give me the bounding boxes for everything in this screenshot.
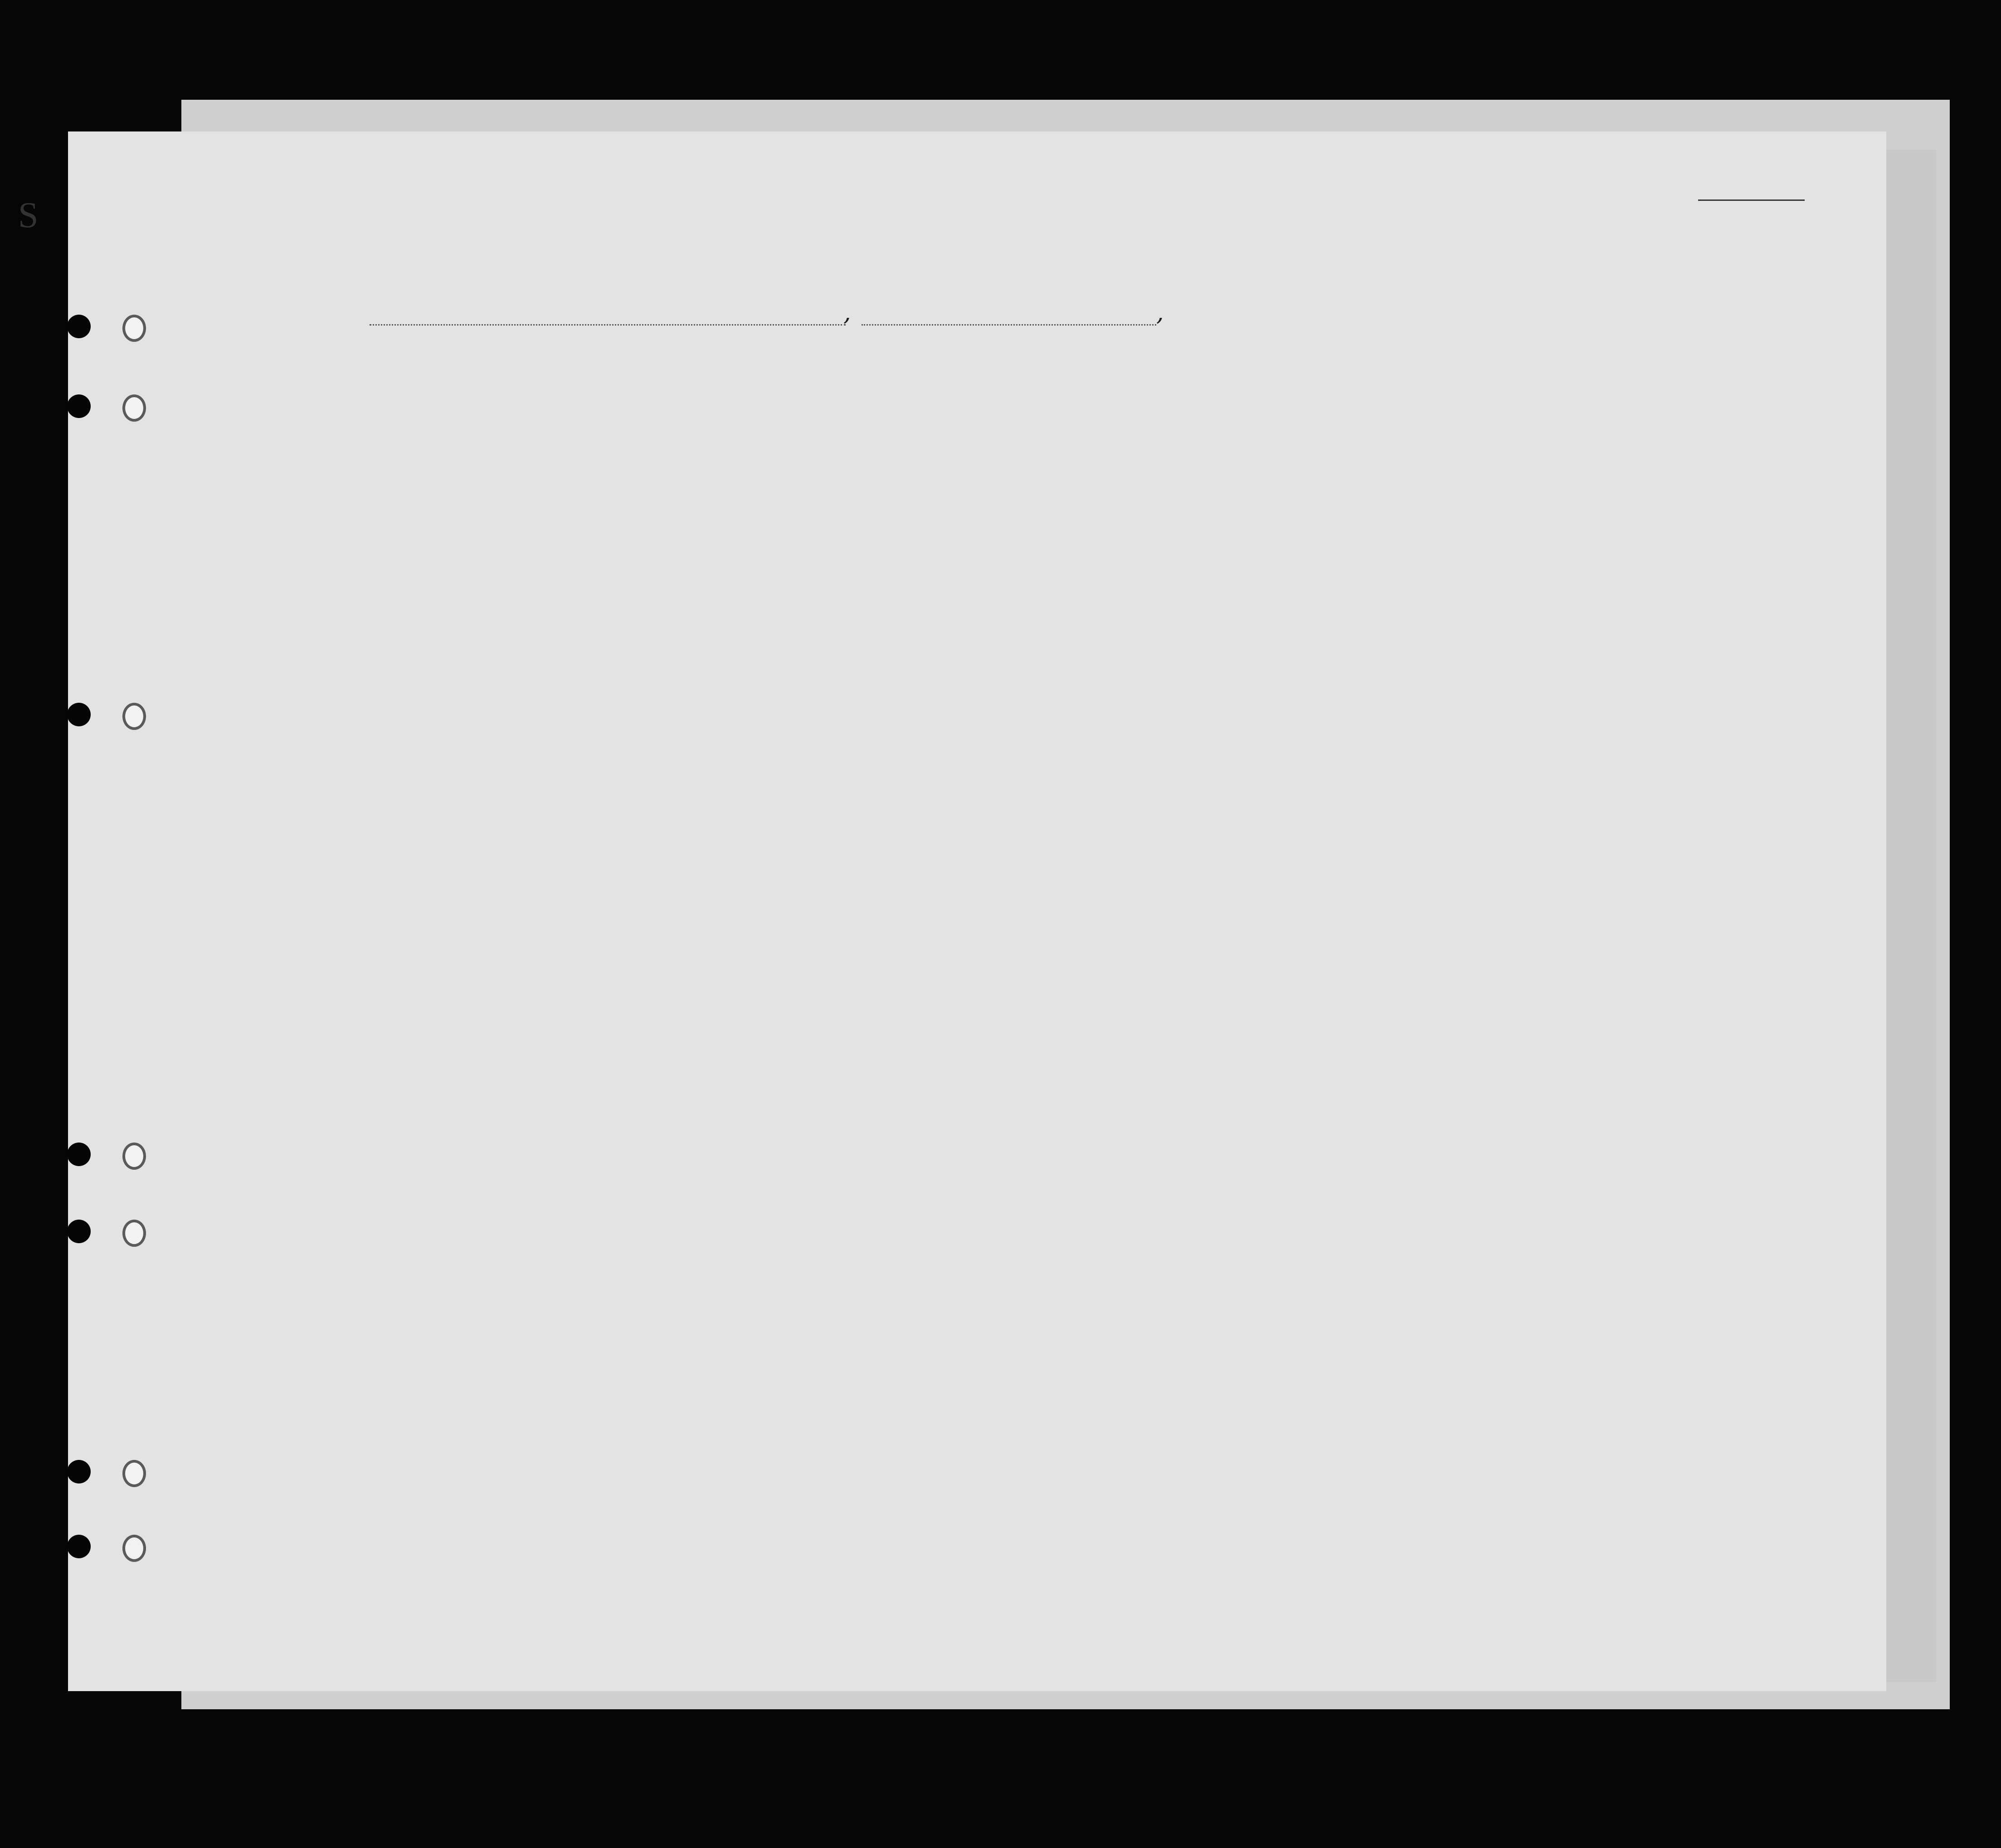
arriving-underline [370, 324, 846, 326]
comma-mark: , [1156, 299, 1164, 326]
comma-mark: , [843, 299, 851, 326]
date-underline [862, 324, 1156, 326]
left-edge-fragment: S [18, 195, 39, 235]
list-underline [1698, 199, 1805, 201]
